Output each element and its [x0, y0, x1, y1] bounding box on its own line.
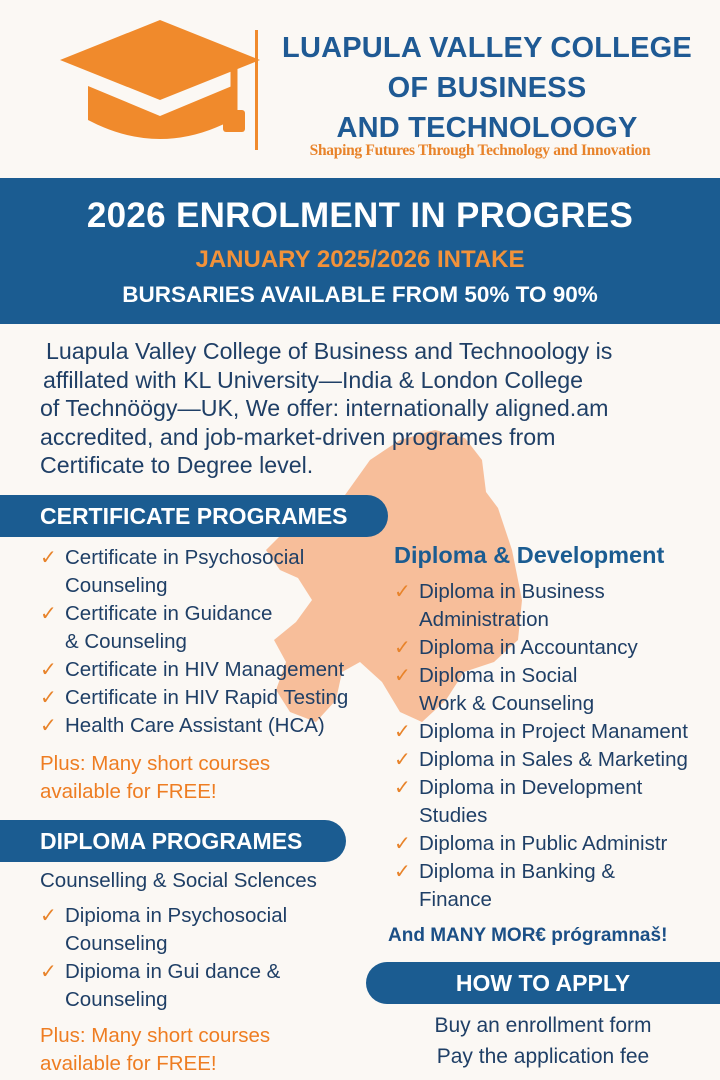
- apply-step: Pay the application fee: [436, 1045, 650, 1068]
- header: [0, 0, 720, 178]
- banner-bursaries: BURSARIES AVAILABLE FROM 50% TO 90%: [122, 282, 598, 307]
- apply-step: Buy an enrollment form: [434, 1014, 652, 1037]
- list-item-text: Dipioma in Psychosocial: [65, 904, 288, 927]
- counselling-subheading: Counselling & Social Sclences: [40, 869, 317, 892]
- short-courses-note: [40, 1022, 340, 1078]
- tagline: Shaping Futures Through Technology and Innovation: [309, 142, 651, 159]
- list-item: [40, 600, 385, 656]
- list-item-text: Dipioma in Gui dance &: [65, 960, 281, 983]
- check-icon: ✓: [394, 833, 411, 855]
- check-icon: ✓: [40, 715, 57, 737]
- list-item-text: Administration: [419, 608, 549, 631]
- college-name-line: AND TECHNOLOOGY: [336, 112, 638, 144]
- how-to-apply-heading: HOW TO APPLY: [366, 962, 720, 1004]
- list-item-text: Certificate in HIV Rapid Testing: [65, 686, 349, 709]
- certificate-list: [40, 544, 385, 740]
- check-icon: ✓: [40, 547, 57, 569]
- list-item-text: Studies: [419, 804, 488, 827]
- certificate-programes-heading: CERTIFICATE PROGRAMES: [0, 495, 388, 537]
- diploma-list: [40, 902, 360, 1014]
- list-item-text: Diploma in Business: [419, 580, 605, 603]
- list-item: [40, 684, 385, 712]
- list-item-text: Diploma in Sales & Marketing: [419, 748, 688, 771]
- list-item: [40, 544, 385, 600]
- intro-line: Certificate to Degree level.: [40, 452, 314, 478]
- check-icon: ✓: [394, 581, 411, 603]
- check-icon: ✓: [394, 721, 411, 743]
- intro-line: affillated with KL University—India & London College: [43, 366, 584, 393]
- note-line: Plus: Many short courses: [40, 1024, 271, 1047]
- list-item: [394, 578, 714, 634]
- list-item: [40, 958, 360, 1014]
- list-item: [394, 662, 714, 718]
- list-item: [40, 902, 360, 958]
- list-item: [394, 774, 714, 830]
- list-item-text: Diploma in Public Administr: [419, 832, 668, 855]
- list-item: [40, 656, 385, 684]
- check-icon: ✓: [40, 905, 57, 927]
- list-item: [394, 830, 714, 858]
- list-item-text: Certificate in HIV Management: [65, 658, 345, 681]
- check-icon: ✓: [394, 861, 411, 883]
- check-icon: ✓: [394, 637, 411, 659]
- list-item-text: Finance: [419, 888, 492, 911]
- diploma-programes-heading: DIPLOMA PROGRAMES: [0, 820, 346, 862]
- note-line: available for FREE!: [40, 780, 217, 803]
- list-item-text: Diploma in Project Manament: [419, 720, 688, 743]
- list-item: [394, 718, 714, 746]
- check-icon: ✓: [394, 749, 411, 771]
- check-icon: ✓: [40, 687, 57, 709]
- list-item-text: Diploma in Social: [419, 664, 578, 687]
- list-item: [394, 858, 714, 914]
- list-item-text: Work & Counseling: [419, 692, 595, 715]
- list-item-text: & Counseling: [65, 630, 187, 653]
- intro-line: Luapula Valley College of Business and Technoology is: [46, 338, 613, 364]
- check-icon: ✓: [394, 777, 411, 799]
- list-item-text: Counseling: [65, 574, 168, 597]
- college-name: [262, 28, 712, 148]
- intro-paragraph: [40, 337, 700, 480]
- list-item: [394, 746, 714, 774]
- check-icon: ✓: [40, 961, 57, 983]
- list-item: [40, 712, 385, 740]
- logo-divider: [255, 30, 258, 150]
- college-name-line: OF BUSINESS: [387, 72, 587, 104]
- intro-line: of Technöögy—UK, We offer: internationally aligned.am: [40, 395, 609, 421]
- short-courses-note: [40, 750, 340, 806]
- note-line: Plus: Many short courses: [40, 752, 271, 775]
- list-item-text: Certificate in Guidance: [65, 602, 273, 625]
- many-more-programmes: And MANY MOR€ prógramnaš!: [388, 925, 668, 946]
- graduation-cap-icon: [60, 18, 260, 158]
- list-item: [394, 634, 714, 662]
- list-item-text: Diploma in Development: [419, 776, 643, 799]
- banner-title: 2026 ENROLMENT IN PROGRES: [86, 196, 634, 235]
- list-item-text: Certificate in Psychosocial: [65, 546, 305, 569]
- list-item-text: Diploma in Accountancy: [419, 636, 638, 659]
- list-item-text: Counseling: [65, 932, 168, 955]
- development-heading: Diploma & Development: [394, 542, 665, 568]
- check-icon: ✓: [394, 665, 411, 687]
- banner-intake: JANUARY 2025/2026 INTAKE: [195, 246, 525, 273]
- enrolment-banner: [0, 178, 720, 324]
- list-item-text: Diploma in Banking &: [419, 860, 615, 883]
- college-name-line: LUAPULA VALLEY COLLEGE: [282, 32, 692, 64]
- check-icon: ✓: [40, 659, 57, 681]
- intro-line: accredited, and job-market-driven programes from: [40, 423, 556, 450]
- development-list: [394, 578, 714, 914]
- list-item-text: Health Care Assistant (HCA): [65, 714, 325, 737]
- note-line: available for FREE!: [40, 1052, 217, 1075]
- list-item-text: Counseling: [65, 988, 168, 1011]
- check-icon: ✓: [40, 603, 57, 625]
- apply-steps: [366, 1010, 720, 1072]
